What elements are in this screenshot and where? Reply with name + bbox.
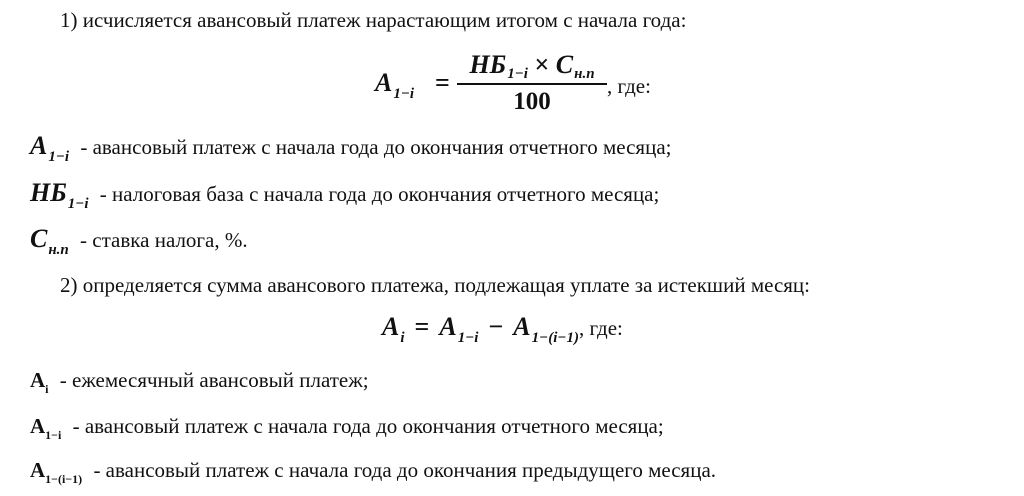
def1-row-3: $C_{н.п}$ - ставка налога, %. xyxy=(30,224,248,258)
def1-row-1: $A_{1-i}$ - авансовый платеж с начала года до окончания отчетного месяца; xyxy=(30,131,672,165)
formula1-fraction xyxy=(457,50,607,116)
formula1-lhs: A1−i xyxy=(375,68,415,102)
def2-row-3: $A_{1-(i-1)}$ - авансовый платеж с начала года до окончания предыдущего месяца. xyxy=(30,458,717,486)
formula1-numerator: НБ1−i × Cн.п xyxy=(469,50,595,82)
formula-2: Ai = A1−i − A1−(i−1), где: xyxy=(382,312,623,346)
formula1-suffix: , где: xyxy=(607,74,651,98)
formula1-fraction-bar xyxy=(457,83,607,85)
formula-1 xyxy=(375,50,675,114)
item1-text: 1) исчисляется авансовый платеж нарастающим итогом с начала года: xyxy=(60,8,687,32)
formula1-denominator: 100 xyxy=(513,88,551,115)
formula1-equals: = xyxy=(435,68,450,97)
def2-row-2: $A_{1-i}$ - авансовый платеж с начала года до окончания отчетного месяца; xyxy=(30,414,664,442)
def1-row-2: $НБ_{1-i}$ - налоговая база с начала года до окончания отчетного месяца; xyxy=(30,178,660,212)
item2-text: 2) определяется сумма авансового платежа, подлежащая уплате за истекший месяц: xyxy=(60,273,811,297)
def2-row-1: $A_i$ - ежемесячный авансовый платеж; xyxy=(30,368,369,396)
